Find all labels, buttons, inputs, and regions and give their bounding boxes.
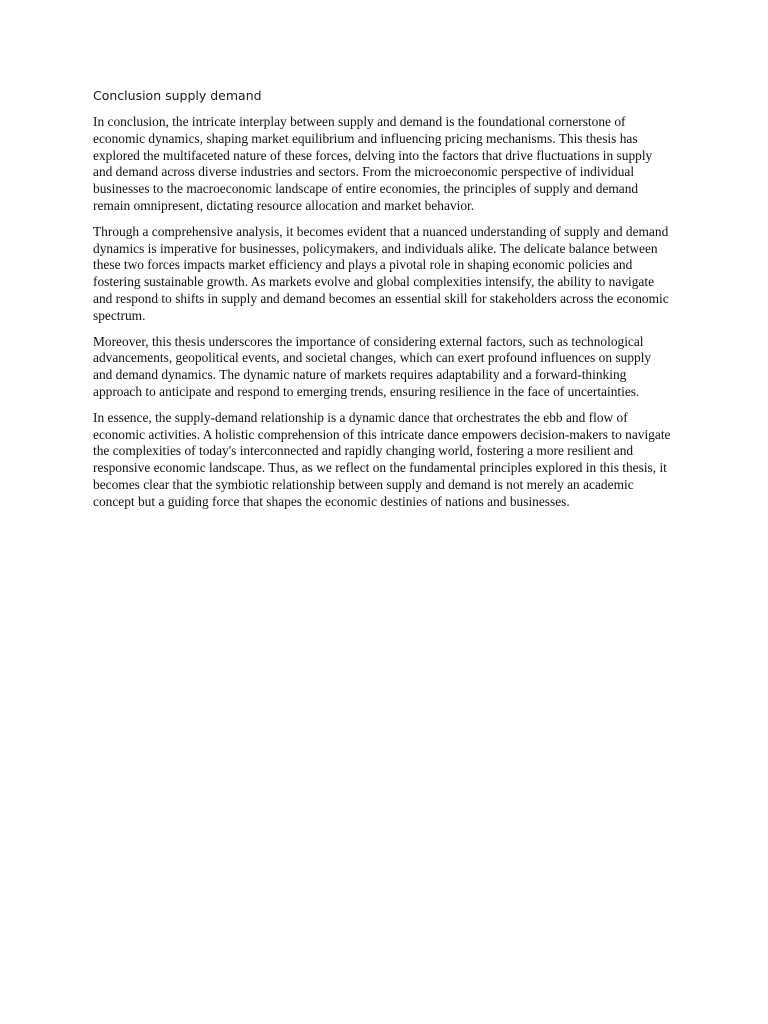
paragraph-2: Through a comprehensive analysis, it becomes evident that a nuanced understanding of supply and demand dynamics is imperative for businesses, policymakers, and individuals alike. The delicate balance between these two forces impacts market efficiency and plays a pivotal role in shaping economic policies and fostering sustainable growth. As markets evolve and global complexities intensify, the ability to navigate and respond to shifts in supply and demand becomes an essential skill for stakeholders across the economic spectrum. [93,223,669,323]
paragraph-4: In essence, the supply-demand relationship is a dynamic dance that orchestrates the ebb and flow of economic activities. A holistic comprehension of this intricate dance empowers decision-makers to navigate the complexities of today's interconnected and rapidly changing world, fostering a more resilient and responsive economic landscape. Thus, as we reflect on the fundamental principles explored in this thesis, it becomes clear that the symbiotic relationship between supply and demand is not merely an academic concept but a guiding force that shapes the economic destinies of nations and businesses. [93,409,671,509]
paragraph-1: In conclusion, the intricate interplay between supply and demand is the foundational cornerstone of economic dynamics, shaping market equilibrium and influencing pricing mechanisms. This thesis has explored the multifaceted nature of these forces, delving into the factors that drive fluctuations in supply and demand across diverse industries and sectors. From the microeconomic perspective of individual businesses to the macroeconomic landscape of entire economies, the principles of supply and demand remain omnipresent, dictating resource allocation and market behavior. [93,114,653,213]
paragraph-3: Moreover, this thesis underscores the importance of considering external factors, such as technological advancements, geopolitical events, and societal changes, which can exert profound influences on supply and demand dynamics. The dynamic nature of markets requires adaptability and a forward-thinking approach to anticipate and respond to emerging trends, ensuring resilience in the face of uncertainties. [93,333,652,399]
document-title: Conclusion supply demand [93,88,262,103]
document-body [93,87,673,520]
